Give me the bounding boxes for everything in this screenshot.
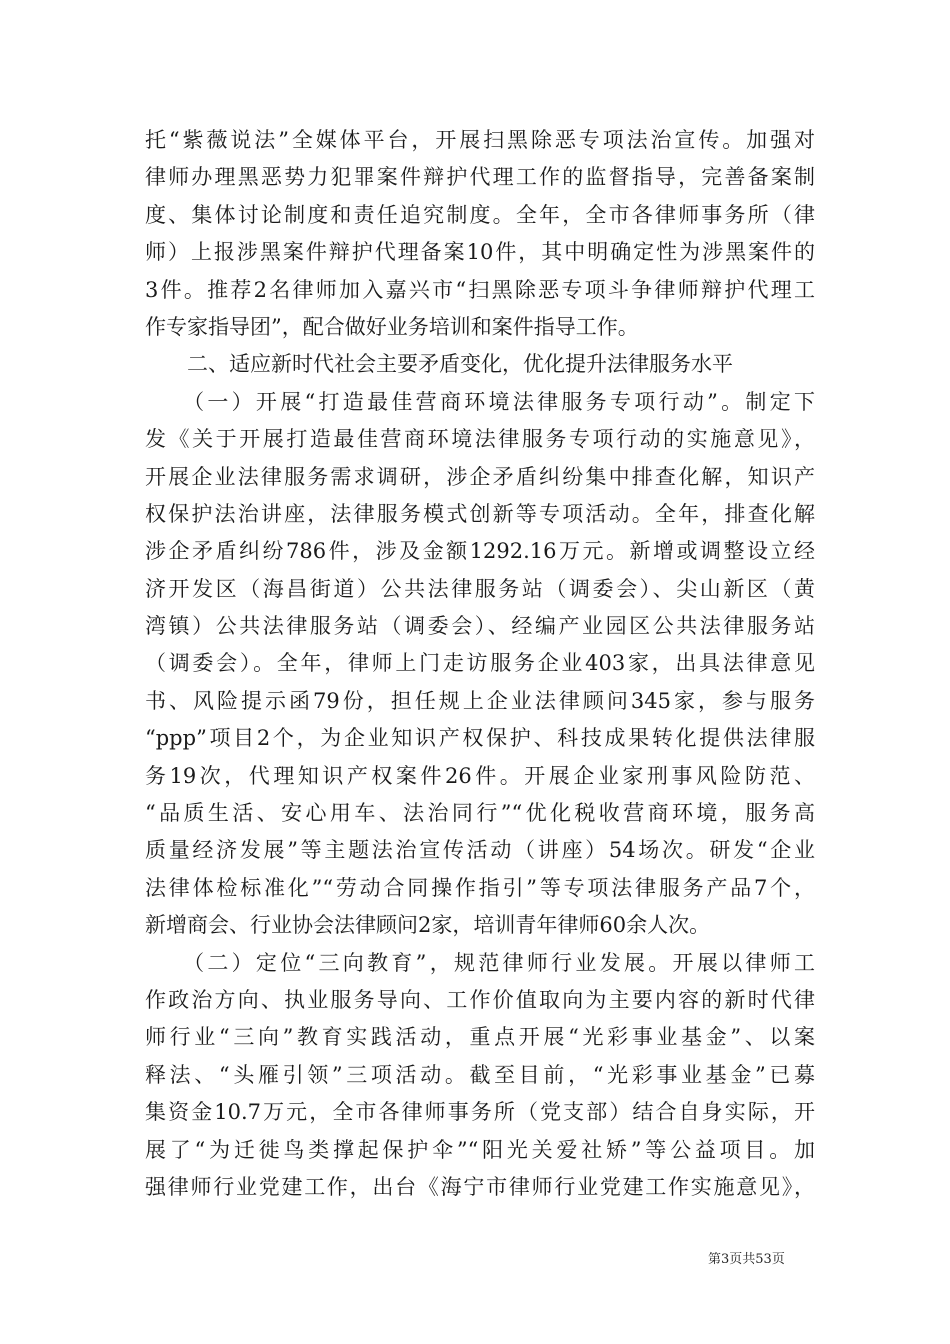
text-line: 释法、“头雁引领”三项活动。截至目前，“光彩事业基金”已募 bbox=[145, 1062, 815, 1087]
text-line: 3件。推荐2名律师加入嘉兴市“扫黑除恶专项斗争律师辩护代理工 bbox=[145, 277, 815, 302]
text-line: 律师办理黑恶势力犯罪案件辩护代理工作的监督指导，完善备案制 bbox=[145, 165, 815, 190]
page-number: 第3页共53页 bbox=[708, 1252, 785, 1267]
text-line: 作政治方向、执业服务导向、工作价值取向为主要内容的新时代律 bbox=[145, 987, 815, 1012]
text-line: 师）上报涉黑案件辩护代理备案10件，其中明确定性为涉黑案件的 bbox=[145, 240, 815, 265]
text-line: 托“紫薇说法”全媒体平台，开展扫黑除恶专项法治宣传。加强对 bbox=[145, 128, 815, 152]
text-line: 新增商会、行业协会法律顾问2家，培训青年律师60余人次。 bbox=[145, 913, 711, 938]
text-line: （一）开展“打造最佳营商环境法律服务专项行动”。制定下 bbox=[145, 389, 815, 414]
text-line: 书、风险提示函79份，担任规上企业法律顾问345家，参与服务 bbox=[145, 688, 815, 713]
text-line: 法律体检标准化”“劳动合同操作指引”等专项法律服务产品7个， bbox=[145, 875, 815, 900]
text-line: 湾镇）公共法律服务站（调委会）、经编产业园区公共法律服务站 bbox=[145, 614, 815, 639]
text-line: 二、适应新时代社会主要矛盾变化，优化提升法律服务水平 bbox=[145, 352, 733, 377]
text-line: 务19次，代理知识产权案件26件。开展企业家刑事风险防范、 bbox=[145, 763, 815, 788]
text-line: 强律师行业党建工作，出台《海宁市律师行业党建工作实施意见》， bbox=[145, 1174, 815, 1199]
text-line: 涉企矛盾纠纷786件，涉及金额1292.16万元。新增或调整设立经 bbox=[145, 539, 815, 564]
text-line: 集资金10.7万元，全市各律师事务所（党支部）结合自身实际，开 bbox=[145, 1100, 815, 1125]
text-line: “ppp”项目2个，为企业知识产权保护、科技成果转化提供法律服 bbox=[145, 726, 815, 751]
text-line: 发《关于开展打造最佳营商环境法律服务专项行动的实施意见》， bbox=[145, 427, 815, 452]
text-line: 济开发区（海昌街道）公共法律服务站（调委会）、尖山新区（黄 bbox=[145, 576, 815, 601]
text-line: “品质生活、安心用车、法治同行”“优化税收营商环境，服务高 bbox=[145, 801, 815, 826]
text-line: 展了“为迁徙鸟类撑起保护伞”“阳光关爱社矫”等公益项目。加 bbox=[145, 1137, 815, 1162]
text-line: 度、集体讨论制度和责任追究制度。全年，全市各律师事务所（律 bbox=[145, 202, 815, 227]
text-line: （二）定位“三向教育”，规范律师行业发展。开展以律师工 bbox=[145, 950, 815, 975]
text-line: 作专家指导团”，配合做好业务培训和案件指导工作。 bbox=[145, 314, 639, 339]
text-line: 质量经济发展”等主题法治宣传活动（讲座）54场次。研发“企业 bbox=[145, 838, 815, 863]
text-line: 师行业“三向”教育实践活动，重点开展“光彩事业基金”、以案 bbox=[145, 1025, 815, 1050]
document-body bbox=[145, 122, 815, 1206]
text-line: （调委会）。全年，律师上门走访服务企业403家，出具法律意见 bbox=[145, 651, 815, 676]
text-line: 开展企业法律服务需求调研，涉企矛盾纠纷集中排查化解，知识产 bbox=[145, 464, 815, 489]
text-line: 权保护法治讲座，法律服务模式创新等专项活动。全年，排查化解 bbox=[145, 501, 815, 526]
